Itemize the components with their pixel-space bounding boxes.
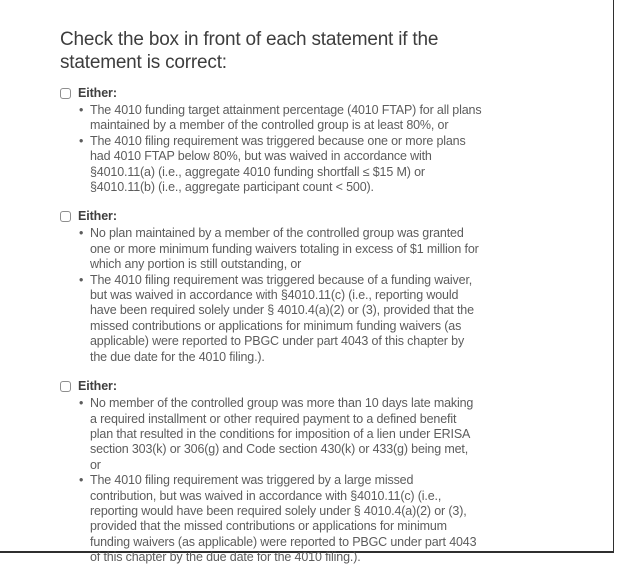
bullet-item — [60, 396, 482, 473]
checkbox-group-2-header — [60, 208, 530, 224]
statement-form — [60, 28, 530, 579]
checkbox-group-1 — [60, 85, 530, 195]
bullet-icon: • — [79, 396, 84, 411]
checkbox-group-2-label: Either: — [78, 209, 117, 224]
either-checkbox-3[interactable] — [60, 381, 71, 392]
checkbox-group-3 — [60, 378, 530, 565]
bullet-icon: • — [79, 473, 84, 488]
either-checkbox-1[interactable] — [60, 88, 71, 99]
bullet-item — [60, 134, 482, 196]
bullet-icon: • — [79, 226, 84, 241]
bullet-text: No plan maintained by a member of the controlled group was granted one or more minimum funding waivers totaling in excess of $1 million for which any portion is still outstanding, or — [90, 226, 479, 272]
bullet-text: The 4010 filing requirement was triggered because one or more plans had 4010 FTAP below 80%, but was waived in accordance with §4010.11(a) (i.e., aggregate 4010 funding shortfall ≤ $15 M) or §4010.11(b) (i.e., aggregate participant count < 500). — [90, 133, 466, 195]
either-checkbox-2[interactable] — [60, 211, 71, 222]
bullet-text: The 4010 funding target attainment percentage (4010 FTAP) for all plans maintained by a member of the controlled group is at least 80%, or — [90, 103, 482, 133]
checkbox-group-1-header — [60, 85, 530, 101]
checkbox-group-3-header — [60, 378, 530, 394]
page-title: Check the box in front of each statement if the statement is correct: — [60, 29, 439, 73]
bullet-item — [60, 226, 482, 272]
bullet-icon: • — [79, 272, 84, 287]
checkbox-group-2 — [60, 208, 530, 365]
bullet-text: No member of the controlled group was more than 10 days late making a required installment or other required payment to a defined benefit plan that resulted in the conditions for imposition of a lien under ERISA section 303(k) or 306(g) and Code section 430(k) or 433(g) being met, or — [90, 396, 474, 472]
bullet-list — [60, 396, 530, 565]
checkbox-group-1-label: Either: — [78, 86, 117, 100]
bullet-icon: • — [79, 133, 84, 148]
bullet-list — [60, 226, 530, 365]
bullet-text: The 4010 filing requirement was triggered because of a funding waiver, but was waived in accordance with §4010.11(c) (i.e., reporting would have been required solely under § 4010.4(a)(2) or (3), provided that the missed contributions or applications for minimum funding waivers (as applicable) were reported to PBGC under part 4043 of this chapter by the due date for the 4010 filing.). — [90, 272, 474, 364]
bullet-item — [60, 103, 482, 134]
checkbox-group-3-label: Either: — [78, 379, 117, 394]
bullet-item — [60, 273, 482, 365]
bullet-icon: • — [79, 103, 84, 117]
bullet-list — [60, 103, 530, 195]
bullet-item — [60, 473, 482, 565]
bullet-text: The 4010 filing requirement was triggered by a large missed contribution, but was waived in accordance with §4010.11(c) (i.e., reporting would have been required solely under § 4010.4(a)(2) or (3), provided that the missed contributions or applications for minimum funding waivers (as applicable) were reported to PBGC under part 4043 of this chapter by the due date for the 4010 filing.). — [90, 473, 477, 565]
